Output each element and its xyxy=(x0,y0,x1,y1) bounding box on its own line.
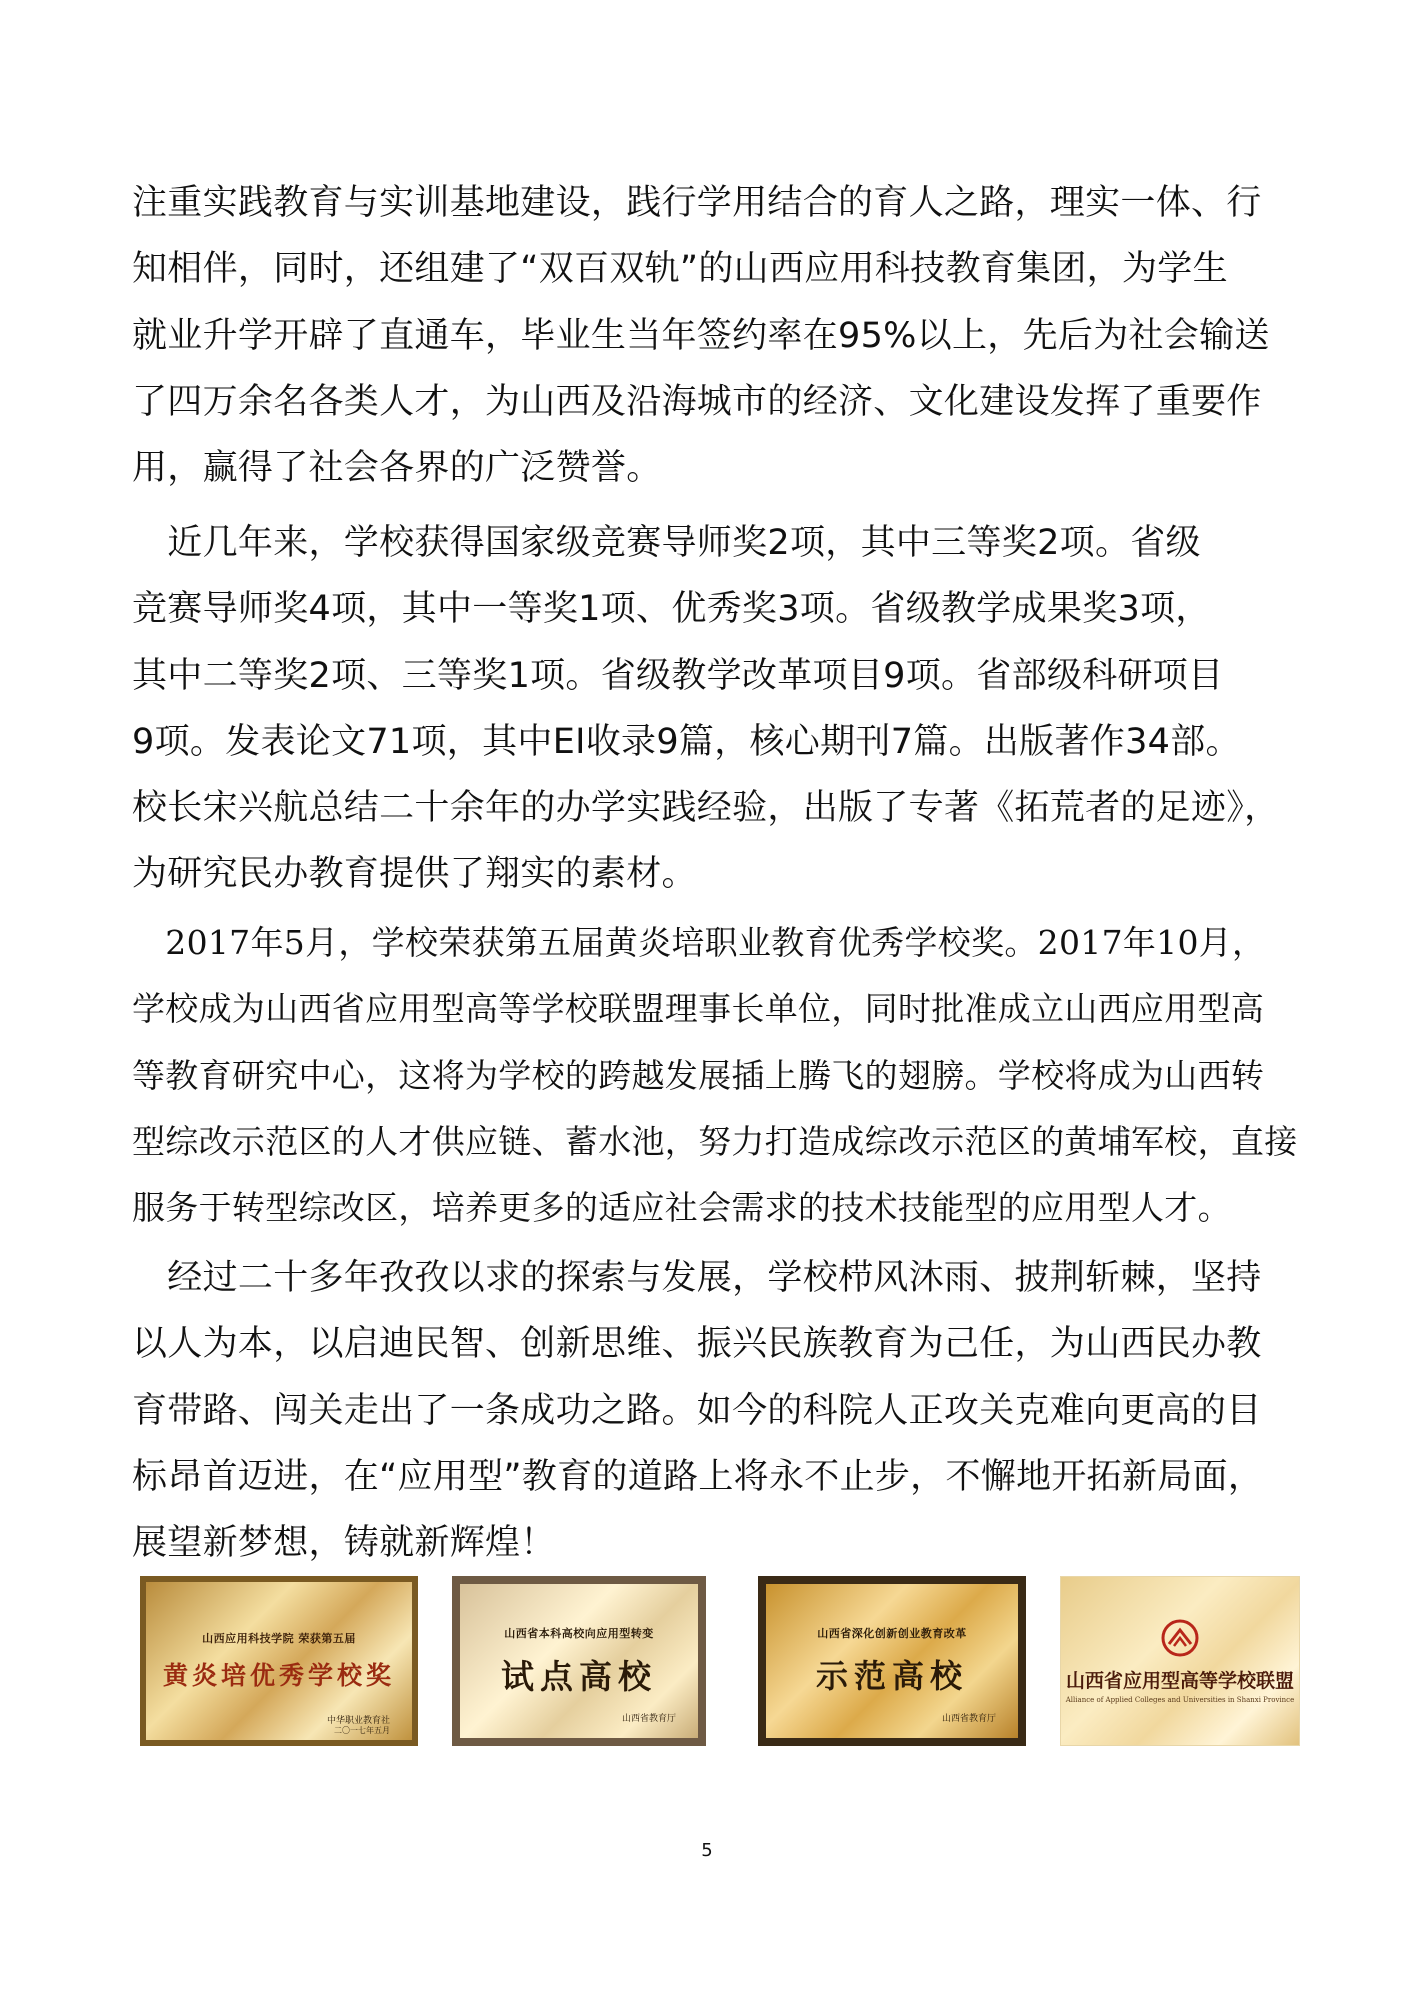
text-line: 为研究民办教育提供了翔实的素材。 xyxy=(132,854,697,895)
text-line: 服务于转型综改区，培养更多的适应社会需求的技术技能型的应用型人才。 xyxy=(132,1188,1231,1228)
text-line: 近几年来，学校获得国家级竞赛导师奖2项，其中三等奖2项。省级 xyxy=(132,523,1201,563)
text-line: 育带路、闯关走出了一条成功之路。如今的科院人正攻关克难向更高的目 xyxy=(132,1390,1262,1431)
page-number: 5 xyxy=(701,1840,713,1861)
plaque-alliance xyxy=(1060,1576,1300,1746)
paragraph-2 xyxy=(132,510,1292,908)
text-line: 2017年5月，学校荣获第五届黄炎培职业教育优秀学校奖。2017年10月， xyxy=(132,923,1266,962)
plaque-issuer: 山西省教育厅 xyxy=(941,1714,996,1724)
text-line: 型综改示范区的人才供应链、蓄水池，努力打造成综改示范区的黄埔军校，直接 xyxy=(132,1121,1298,1161)
paragraph-1 xyxy=(132,170,1292,501)
text-line: 以人为本，以启迪民智、创新思维、振兴民族教育为己任，为山西民办教 xyxy=(132,1324,1262,1365)
plaque-heading: 山西省本科高校向应用型转变 xyxy=(504,1626,654,1640)
plaque-subtitle: Alliance of Applied Colleges and Universities in Shanxi Province xyxy=(1065,1696,1295,1704)
text-line: 标昂首迈进，在“应用型”教育的道路上将永不止步，不懈地开拓新局面， xyxy=(132,1456,1264,1497)
text-line: 用，赢得了社会各界的广泛赞誉。 xyxy=(132,448,662,489)
plaque-pilot-university xyxy=(452,1576,706,1746)
plaque-title: 黄炎培优秀学校奖 xyxy=(162,1661,395,1690)
paragraph-4 xyxy=(132,1245,1292,1576)
text-line: 9项。发表论文71项，其中EI收录9篇，核心期刊7篇。出版著作34部。 xyxy=(132,721,1241,762)
plaque-title: 山西省应用型高等学校联盟 xyxy=(1065,1670,1294,1692)
text-line: 竞赛导师奖4项，其中一等奖1项、优秀奖3项。省级教学成果奖3项， xyxy=(132,589,1211,630)
paragraph-3 xyxy=(132,910,1298,1241)
text-line: 其中二等奖2项、三等奖1项。省级教学改革项目9项。省部级科研项目 xyxy=(132,655,1224,696)
text-line: 了四万余名各类人才，为山西及沿海城市的经济、文化建设发挥了重要作 xyxy=(132,381,1262,422)
plaque-heading: 山西省深化创新创业教育改革 xyxy=(817,1627,967,1640)
plaque-title: 试点高校 xyxy=(501,1656,657,1696)
text-line: 知相伴，同时，还组建了“双百双轨”的山西应用科技教育集团，为学生 xyxy=(132,249,1228,290)
plaque-demonstration-university xyxy=(758,1576,1026,1746)
text-line: 学校成为山西省应用型高等学校联盟理事长单位，同时批准成立山西应用型高 xyxy=(132,989,1265,1029)
alliance-logo-icon xyxy=(1160,1618,1200,1658)
award-plaques xyxy=(140,1576,1300,1746)
text-line: 经过二十多年孜孜以求的探索与发展，学校栉风沐雨、披荆斩棘，坚持 xyxy=(132,1258,1262,1298)
plaque-heading: 山西应用科技学院 荣获第五届 xyxy=(202,1632,356,1645)
text-line: 等教育研究中心，这将为学校的跨越发展插上腾飞的翅膀。学校将成为山西转 xyxy=(132,1055,1265,1095)
plaque-issuer: 中华职业教育社 xyxy=(326,1716,390,1726)
plaque-issuer: 山西省教育厅 xyxy=(621,1714,676,1724)
plaque-date: 二〇一七年五月 xyxy=(334,1726,390,1735)
plaque-title: 示范高校 xyxy=(815,1657,968,1695)
plaque-huang-yanpei-award xyxy=(140,1576,418,1746)
text-line: 校长宋兴航总结二十余年的办学实践经验，出版了专著《拓荒者的足迹》， xyxy=(132,788,1280,829)
text-line: 展望新梦想，铸就新辉煌！ xyxy=(132,1523,556,1564)
text-line: 就业升学开辟了直通车，毕业生当年签约率在95%以上，先后为社会输送 xyxy=(132,315,1270,356)
text-line: 注重实践教育与实训基地建设，践行学用结合的育人之路，理实一体、行 xyxy=(132,183,1262,223)
